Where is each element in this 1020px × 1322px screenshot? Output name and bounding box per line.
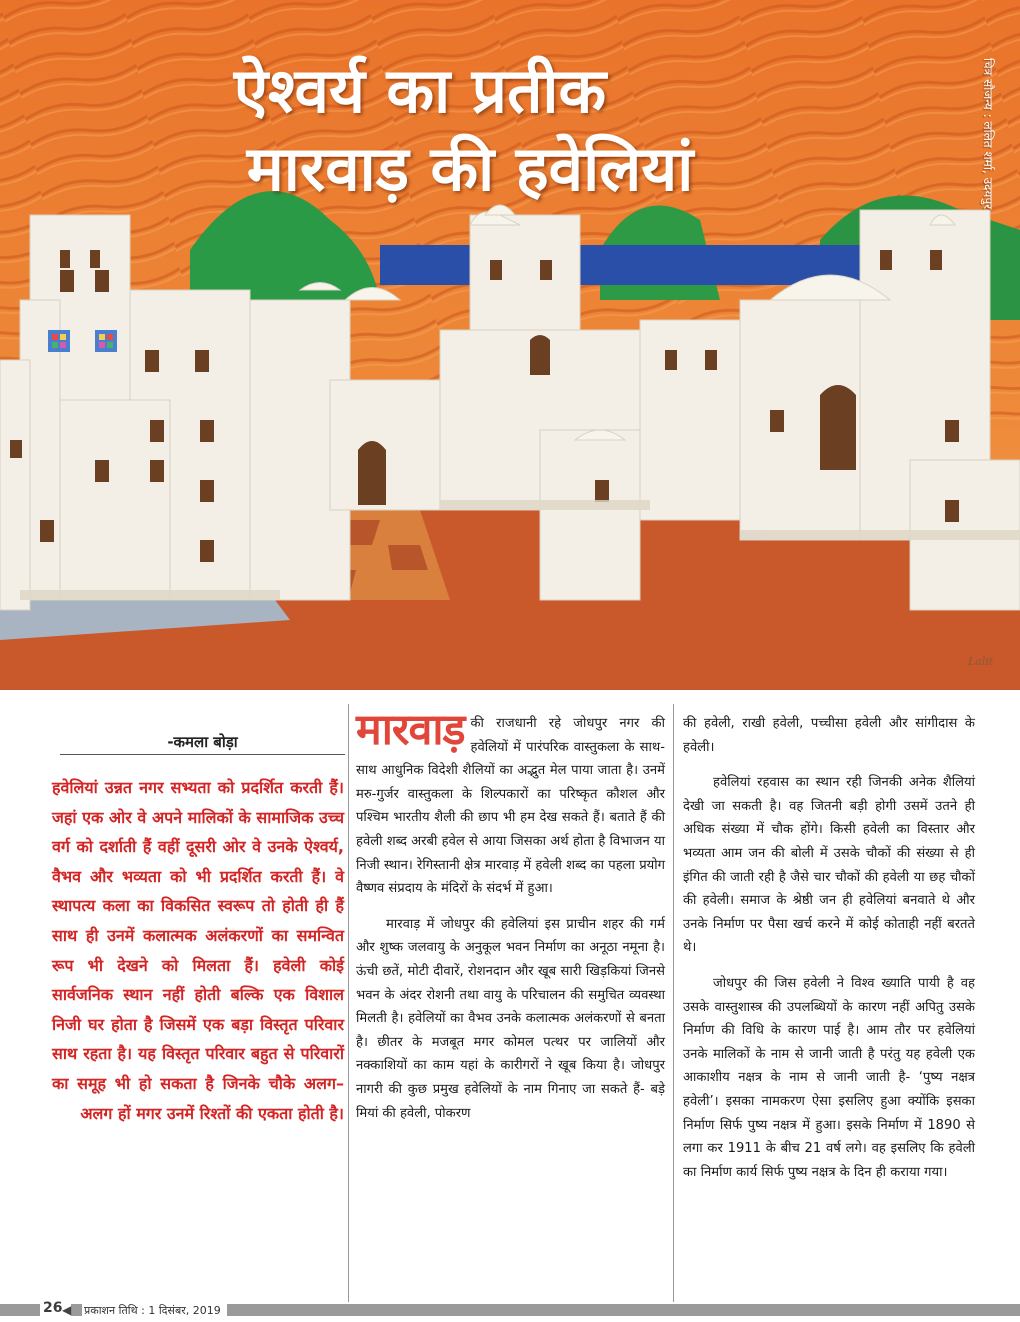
author-byline: -कमला बोड़ा [167,733,238,751]
byline-divider [60,754,345,755]
intro-paragraph: हवेलियां उन्नत नगर सभ्यता को प्रदर्शित करती हैं। जहां एक ओर वे अपने मालिकों के सामाजिक उच्च वर्ग को दर्शाती हैं वहीं दूसरी ओर वे उनके ऐश्वर्य, वैभव और भव्यता को भी प्रदर्शित करती हैं। वे स्थापत्य कला का विकसित स्वरूप तो होती ही हैं साथ ही उनमें कलात्मक अलंकरणों का समन्वित रूप भी देखने को मिलता हैं। हवेली कोई सार्वजनिक स्थान नहीं होती बल्कि एक विशाल निजी घर होता है जिसमें एक बड़ा विस्तृत परिवार साथ रहता है। यह विस्तृत परिवार बहुत से परिवारों का समूह भी हो सकता है जिनके चौके अलग–अलग हों मगर उनमें रिश्तों की एकता होती है। [52,778,344,1123]
column-divider-1 [348,704,349,1302]
artist-signature: Lalit [968,655,994,668]
page-number: 26 [40,1300,65,1316]
arrow-left-icon: ◀ [62,1303,72,1317]
article-paragraph: की हवेली, राखी हवेली, पच्चीसा हवेली और सांगीदास के हवेली। [683,716,975,755]
headline-line-1: ऐश्वर्य का प्रतीक [233,54,607,127]
article-paragraph [356,705,665,901]
article-paragraph: हवेलियां रहवास का स्थान रही जिनकी अनेक शैलियां देखी जा सकती है। वह जितनी बड़ी होगी उसमें उतने ही अधिक संख्या में चौक होंगे। किसी हवेली का विस्तार और भव्यता आम जन की बोली में उसके चौकों की संख्या से ही इंगित की जाती रही है जैसे चार चौकों की हवेली या छह चौकों की हवेली। समाज के श्रेष्ठी जन ही हवेलियां बनवाते थे और उनके निर्माण पर पैसा खर्च करने में कोई कोताही नहीं बरतते थे। [683,775,975,956]
article-paragraph: जोधपुर की जिस हवेली ने विश्व ख्याति पायी है वह उसके वास्तुशास्त्र की उपलब्धियों के कारण नहीं अपितु उसके निर्माण की विधि के कारण पाई है। आम तौर पर हवेलियां उनके मालिकों के नाम से जानी जाती है परंतु यह हवेली एक आकाशीय नक्षत्र के नाम से जानी जाती है- ‘पुष्य नक्षत्र हवेली’। इसका नामकरण ऐसा इसलिए हुआ क्योंकि इसका निर्माण सिर्फ पुष्य नक्षत्र में हुआ। इसके निर्माण में 1890 से लगा कर 1911 के बीच 21 वर्ष लगे। वह इसलिए कि हवेली का निर्माण कार्य सिर्फ पुष्य नक्षत्र के दिन ही कराया गया। [683,975,975,1180]
headline-line-2: मारवाड़ की हवेलियां [246,132,694,205]
article-column-3 [683,712,975,1184]
paragraph-text: की राजधानी रहे जोधपुर नगर की हवेलियों में पारंपरिक वास्तुकला के साथ-साथ आधुनिक विदेशी शैलियों का अद्भुत मेल पाया जाता है। उनमें मरु-गुर्जर वास्तुकला के शिल्पकारों का परिष्कृत कौशल और पश्चिम भारतीय शैली की छाप भी हम देख सकते हैं। बताते हैं की हवेली शब्द अरबी हवेल से आया जिसका अर्थ होता है विभाजन या निजी स्थान। रेगिस्तानी क्षेत्र मारवाड़ में हवेली शब्द का पहला प्रयोग वैष्णव संप्रदाय के मंदिरों के संदर्भ में हुआ। [356,716,665,897]
column-divider-2 [673,704,674,1302]
article-paragraph: मारवाड़ में जोधपुर की हवेलियां इस प्राचीन शहर की गर्म और शुष्क जलवायु के अनुकूल भवन निर्माण का अनूठा नमूना है। ऊंची छतें, मोटी दीवारें, रोशनदान और खूब सारी खिड़कियां जिनसे भवन के अंदर रोशनी तथा वायु के परिचालन की समुचित व्यवस्था मिलती है। हवेलियों का वैभव उनके कलात्मक अलंकरणों से बनता है। छीतर के मजबूत मगर कोमल पत्थर पर जालियों और नक्काशियों का काम यहां के कारीगरों ने खूब किया है। जोधपुर नागरी की कुछ प्रमुख हवेलियों के नाम गिनाए जा सकते हैं- बड़े मियां की हवेली, पोकरण [356,916,665,1121]
article-column-2 [356,705,665,1125]
image-credit: चित्र सौजन्य : ललित शर्मा, उदयपुर [981,58,995,210]
publication-date: प्रकाशन तिथि : 1 दिसंबर, 2019 [82,1303,227,1318]
drop-cap: मारवाड़ [356,705,465,755]
